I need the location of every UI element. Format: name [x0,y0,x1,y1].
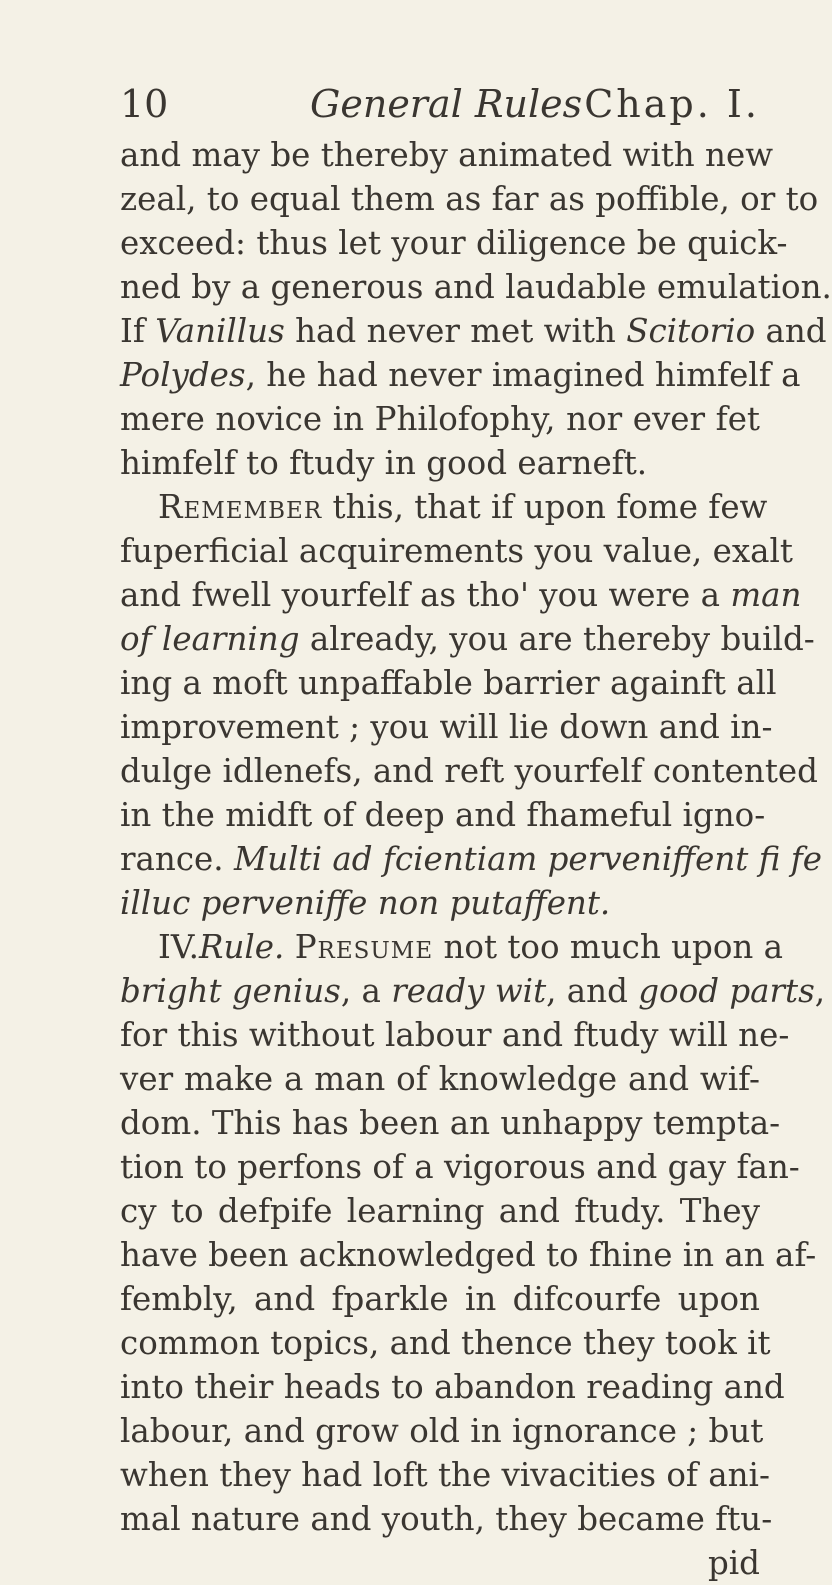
text-line [120,1321,771,1365]
text-line [120,529,793,573]
italic-text: good parts [638,972,815,1010]
chapter-label: Chap. I. [584,82,760,126]
text-line [120,485,768,529]
italic-text: man [730,576,802,614]
text-segment: , a [340,972,392,1010]
italic-text: Polydes [120,356,246,394]
running-title: General Rules [310,82,583,126]
text-line [120,1013,790,1057]
text-line [120,265,832,309]
text-segment: zeal, to equal them as far as poffible, or to [120,180,819,218]
text-line [120,397,760,441]
text-line [120,441,760,485]
text-segment [284,928,294,966]
text-segment: If [120,312,156,350]
text-line [120,969,826,1013]
text-line [120,1497,773,1541]
body-text [120,133,832,1585]
text-segment: himfelf to ftudy in good earneft. [120,444,648,482]
text-line [120,881,760,925]
text-line [120,1409,764,1453]
text-line [120,133,774,177]
italic-text: ready wit [391,972,547,1010]
text-line [120,793,766,837]
text-line [120,353,801,397]
text-line [120,1453,770,1497]
text-segment: mal nature and youth, they became ftu- [120,1500,773,1538]
italic-text: bright genius [120,972,341,1010]
text-line [120,837,822,881]
text-segment: rance. [120,840,234,878]
running-header [120,74,760,134]
text-line [120,1189,760,1233]
text-line [120,573,802,617]
text-line [120,1145,800,1189]
text-segment: not too much upon a [433,928,784,966]
text-segment: IV. [158,928,199,966]
text-segment: and [755,312,827,350]
text-segment: , [814,972,826,1010]
text-segment: for this without labour and ftudy will ne- [120,1016,790,1054]
text-line [120,1277,760,1321]
text-segment: when they had loft the vivacities of ani- [120,1456,770,1494]
text-segment: mere novice in Philofophy, nor ever fet [120,400,760,438]
text-segment: cy to defpife learning and ftudy. They [120,1192,760,1230]
text-line [120,221,788,265]
text-segment: ing a moft unpaffable barrier againft all [120,664,777,702]
text-segment: in the midft of deep and fhameful igno- [120,796,766,834]
text-line [120,1365,785,1409]
text-segment: , he had never imagined himfelf a [245,356,801,394]
text-line [120,705,773,749]
page-number: 10 [120,82,169,126]
text-segment: into their heads to abandon reading and [120,1368,785,1406]
text-line [120,925,784,969]
italic-text: Multi ad fcientiam perveniffent fi fe [233,840,822,878]
text-segment: fuperficial acquirements you value, exalt [120,532,793,570]
text-segment: have been acknowledged to fhine in an af- [120,1236,817,1274]
text-line [120,617,815,661]
text-segment: already, you are thereby build- [299,620,815,658]
text-segment: ver make a man of knowledge and wif- [120,1060,760,1098]
text-segment: ned by a generous and laudable emulation. [120,268,832,306]
text-line [120,309,827,353]
text-line [120,177,819,221]
text-segment: and may be thereby animated with new [120,136,774,174]
text-line [120,1057,760,1101]
text-segment: dom. This has been an unhappy tempta- [120,1104,781,1142]
text-segment: labour, and grow old in ignorance ; but [120,1412,764,1450]
italic-text: Vanillus [155,312,285,350]
italic-text: illuc perveniffe non putaffent. [120,884,611,922]
text-segment: , and [546,972,639,1010]
text-line [120,1541,760,1585]
text-segment: had never met with [284,312,627,350]
small-caps-text: Presume [294,928,434,966]
italic-text: Rule. [198,928,285,966]
text-line [120,1101,781,1145]
text-segment: dulge idlenefs, and reft yourfelf contented [120,752,818,790]
text-segment: fembly, and fparkle in difcourfe upon [120,1280,760,1318]
text-line [120,749,818,793]
text-segment: tion to perfons of a vigorous and gay fan- [120,1148,800,1186]
text-segment: common topics, and thence they took it [120,1324,771,1362]
text-segment: and fwell yourfelf as tho' you were a [120,576,731,614]
text-line [120,661,777,705]
text-segment: exceed: thus let your diligence be quick- [120,224,788,262]
italic-text: Scitorio [626,312,756,350]
text-segment: improvement ; you will lie down and in- [120,708,773,746]
text-segment: this, that if upon fome few [322,488,768,526]
small-caps-text: Remember [158,488,323,526]
italic-text: of learning [120,620,300,658]
text-segment: pid [707,1544,760,1582]
text-line [120,1233,817,1277]
